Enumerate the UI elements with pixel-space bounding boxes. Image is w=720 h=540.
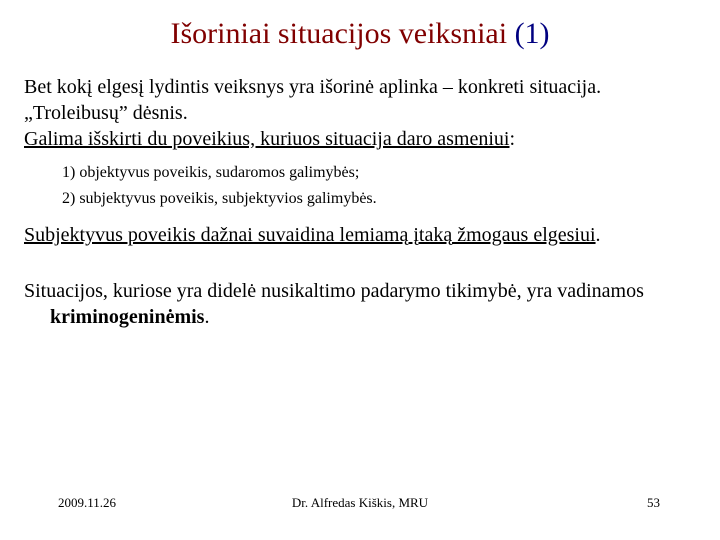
footer-author: Dr. Alfredas Kiškis, MRU xyxy=(291,495,429,510)
footer-date: 2009.11.26 xyxy=(58,495,117,510)
criminogenic-text: Situacijos, kuriose yra didelė nusikaltimo padarymo tikimybė, yra vadinamos xyxy=(24,280,644,302)
paragraph-external-environment: Bet kokį elgesį lydintis veiksnys yra išorinė aplinka – konkreti situacija. xyxy=(24,76,602,98)
list-item-subjective: 2) subjektyvus poveikis, subjektyvios galimybės. xyxy=(62,190,377,207)
list-item-objective: 1) objektyvus poveikis, sudaromos galimybės; xyxy=(62,164,360,181)
criminogenic-period: . xyxy=(204,306,210,328)
slide-body xyxy=(24,74,684,330)
subjective-influence-period: . xyxy=(595,224,601,246)
criminogenic-term: kriminogeninėmis xyxy=(50,306,205,328)
two-influences-text: Galima išskirti du poveikius, kuriuos situacija daro asmeniui xyxy=(24,128,510,150)
subjective-influence-text: Subjektyvus poveikis dažnai suvaidina lemiamą įtaką žmogaus elgesiui xyxy=(24,224,596,246)
slide-title-text: Išoriniai situacijos veiksniai xyxy=(170,17,508,50)
influence-list xyxy=(62,160,684,212)
footer-page-number: 53 xyxy=(647,495,660,510)
paragraph-criminogenic xyxy=(24,278,684,330)
slide-title-number: (1) xyxy=(514,17,550,50)
slide-title xyxy=(0,14,720,54)
paragraph-trolleybus-law: „Troleibusų” dėsnis. xyxy=(24,102,188,124)
two-influences-colon: : xyxy=(509,128,516,150)
paragraph-subjective-influence xyxy=(24,222,684,248)
paragraph-two-influences xyxy=(24,126,684,152)
